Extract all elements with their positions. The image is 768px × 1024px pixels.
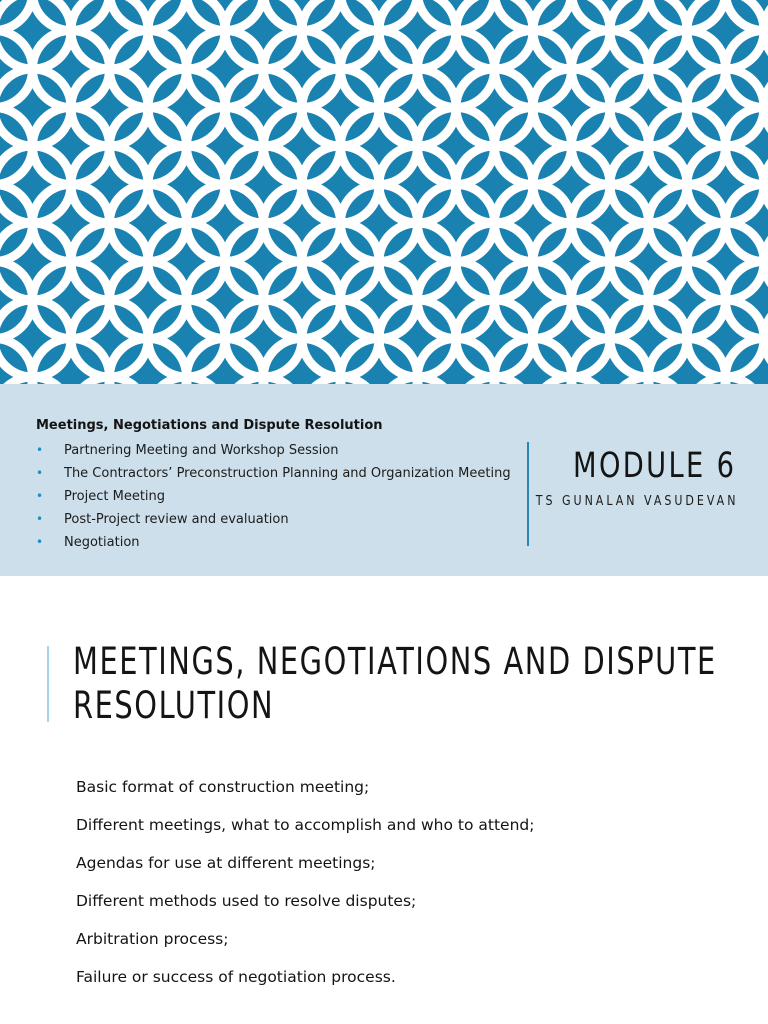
topics-panel — [36, 418, 528, 554]
objective-item: Arbitration process; — [76, 930, 229, 948]
objective-item: Basic format of construction meeting; — [76, 778, 370, 796]
info-band — [0, 384, 768, 576]
topic-item — [36, 531, 528, 554]
topic-item — [36, 485, 528, 508]
topic-item — [36, 439, 528, 462]
topic-label: The Contractors’ Preconstruction Planning and Organization Meeting — [64, 466, 511, 481]
topics-list — [36, 439, 528, 554]
section-title-line: MEETINGS, NEGOTIATIONS AND DISPUTE — [73, 640, 717, 683]
topic-label: Project Meeting — [64, 489, 166, 504]
objective-item: Different meetings, what to accomplish and who to attend; — [76, 816, 535, 834]
objective-item: Different methods used to resolve disputes; — [76, 892, 417, 910]
header-pattern — [0, 0, 768, 384]
objective-item: Agendas for use at different meetings; — [76, 854, 376, 872]
topic-label: Post-Project review and evaluation — [64, 512, 289, 527]
topic-label: Partnering Meeting and Workshop Session — [64, 443, 339, 458]
topic-item — [36, 508, 528, 531]
section-title-line: RESOLUTION — [73, 684, 275, 727]
section-title — [73, 640, 717, 728]
vertical-divider — [527, 442, 529, 546]
topic-item — [36, 462, 528, 485]
bullet-icon: • — [36, 443, 44, 457]
objective-item: Failure or success of negotiation process. — [76, 968, 396, 986]
bullet-icon: • — [36, 466, 44, 480]
interlocking-circles-pattern — [0, 0, 768, 384]
topics-heading: Meetings, Negotiations and Dispute Resolution — [36, 418, 383, 433]
bullet-icon: • — [36, 535, 44, 549]
topic-label: Negotiation — [64, 535, 140, 550]
title-accent-bar — [47, 646, 49, 722]
bullet-icon: • — [36, 512, 44, 526]
objectives-list — [76, 768, 736, 996]
author-name: TS GUNALAN VASUDEVAN — [535, 494, 738, 509]
module-title: MODULE 6 — [572, 446, 736, 486]
bullet-icon: • — [36, 489, 44, 503]
